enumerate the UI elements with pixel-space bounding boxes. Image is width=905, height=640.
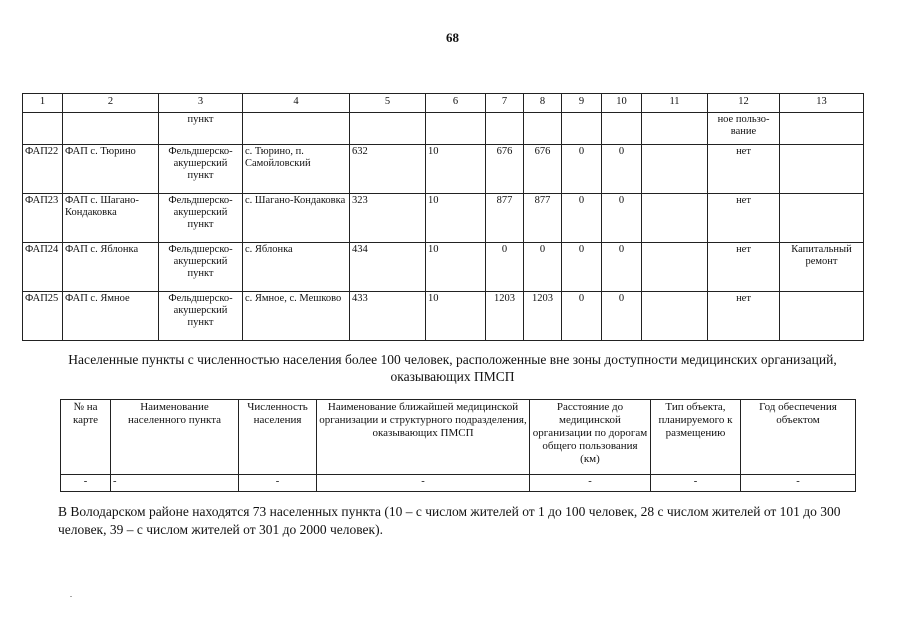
- table-cell: 0: [562, 292, 602, 341]
- table-cell: Фельдшерско-акушерский пункт: [159, 145, 243, 194]
- table-cell: [23, 113, 63, 145]
- table-cell: Капитальный ремонт: [780, 243, 864, 292]
- table-cell: 434: [350, 243, 426, 292]
- table-cell: с. Тюрино, п. Самойловский: [243, 145, 350, 194]
- table-cell: 10: [426, 194, 486, 243]
- table-cell: нет: [708, 194, 780, 243]
- table-cell: -: [651, 475, 741, 492]
- column-header: № на карте: [61, 400, 111, 475]
- column-header: Тип объекта, планируемого к размещению: [651, 400, 741, 475]
- table-cell: 323: [350, 194, 426, 243]
- table-cell: [780, 113, 864, 145]
- settlements-table: [60, 399, 856, 492]
- table-cell: ное пользо-вание: [708, 113, 780, 145]
- table-cell: Фельдшерско-акушерский пункт: [159, 243, 243, 292]
- table-cell: 0: [524, 243, 562, 292]
- table-cell: [562, 113, 602, 145]
- table-header-row: [61, 400, 856, 475]
- table-cell: [780, 194, 864, 243]
- column-header: 9: [562, 94, 602, 113]
- table-cell: [243, 113, 350, 145]
- table-cell: с. Шагано-Кондаковка: [243, 194, 350, 243]
- table-cell: ФАП с. Тюрино: [63, 145, 159, 194]
- table-cell: 676: [524, 145, 562, 194]
- facilities-table: [22, 93, 864, 341]
- table-cell: [780, 292, 864, 341]
- table-cell: 433: [350, 292, 426, 341]
- table-cell: [426, 113, 486, 145]
- table-cell: ФАП25: [23, 292, 63, 341]
- table-cell: 0: [562, 243, 602, 292]
- table-cell: 0: [562, 145, 602, 194]
- table-row: [61, 475, 856, 492]
- table-cell: нет: [708, 145, 780, 194]
- page-number: 68: [446, 30, 459, 45]
- table-cell: [63, 113, 159, 145]
- table-cell: [602, 113, 642, 145]
- table-row: [23, 243, 864, 292]
- table-cell: 877: [524, 194, 562, 243]
- column-header: 12: [708, 94, 780, 113]
- table-cell: [642, 145, 708, 194]
- table-cell: с. Яблонка: [243, 243, 350, 292]
- section-heading: Населенные пункты с численностью населения более 100 человек, расположенные вне зоны доступности медицинских организаций, оказывающих ПМСП: [68, 352, 837, 384]
- table-row: [23, 113, 864, 145]
- summary-paragraph: В Володарском районе находятся 73 населенных пункта (10 – с числом жителей от 1 до 100 человек, 28 с числом жителей от 101 до 300 человек, 39 – с числом жителей от 301 до 2000 человек).: [58, 504, 841, 537]
- table-cell: 1203: [524, 292, 562, 341]
- column-header: 10: [602, 94, 642, 113]
- column-header: 5: [350, 94, 426, 113]
- table-cell: 0: [602, 145, 642, 194]
- table-cell: [350, 113, 426, 145]
- column-header: Год обеспечения объектом: [741, 400, 856, 475]
- table-row: [23, 292, 864, 341]
- table-cell: 632: [350, 145, 426, 194]
- table-cell: -: [741, 475, 856, 492]
- column-header: 4: [243, 94, 350, 113]
- column-header: Наименование населенного пункта: [111, 400, 239, 475]
- table-cell: ФАП23: [23, 194, 63, 243]
- table-cell: -: [111, 475, 239, 492]
- table-cell: 0: [562, 194, 602, 243]
- table-cell: ФАП24: [23, 243, 63, 292]
- table-cell: пункт: [159, 113, 243, 145]
- table-cell: 1203: [486, 292, 524, 341]
- table-cell: [642, 113, 708, 145]
- column-header: Наименование ближайшей медицинской организации и структурного подразделения, оказывающих ПМСП: [317, 400, 530, 475]
- table-cell: 10: [426, 292, 486, 341]
- column-header: 3: [159, 94, 243, 113]
- scan-speck: .: [70, 590, 72, 599]
- table-cell: [486, 113, 524, 145]
- table-header-row: [23, 94, 864, 113]
- table-cell: 10: [426, 145, 486, 194]
- table-cell: [780, 145, 864, 194]
- table-cell: с. Ямное, с. Мешково: [243, 292, 350, 341]
- table-cell: 0: [602, 292, 642, 341]
- column-header: Численность населения: [239, 400, 317, 475]
- table-cell: [642, 292, 708, 341]
- table-cell: 10: [426, 243, 486, 292]
- column-header: 7: [486, 94, 524, 113]
- column-header: 1: [23, 94, 63, 113]
- column-header: 2: [63, 94, 159, 113]
- table-cell: 0: [602, 194, 642, 243]
- table-cell: 676: [486, 145, 524, 194]
- table-cell: Фельдшерско-акушерский пункт: [159, 194, 243, 243]
- table-row: [23, 145, 864, 194]
- table-cell: -: [317, 475, 530, 492]
- column-header: 13: [780, 94, 864, 113]
- table-cell: [524, 113, 562, 145]
- column-header: 6: [426, 94, 486, 113]
- table-cell: ФАП с. Шагано-Кондаковка: [63, 194, 159, 243]
- table-row: [23, 194, 864, 243]
- table-cell: [642, 194, 708, 243]
- table-cell: нет: [708, 243, 780, 292]
- column-header: 8: [524, 94, 562, 113]
- table-cell: -: [61, 475, 111, 492]
- table-cell: 0: [602, 243, 642, 292]
- table-cell: нет: [708, 292, 780, 341]
- table-cell: ФАП с. Ямное: [63, 292, 159, 341]
- table-cell: -: [530, 475, 651, 492]
- table-cell: ФАП22: [23, 145, 63, 194]
- table-cell: Фельдшерско-акушерский пункт: [159, 292, 243, 341]
- table-cell: -: [239, 475, 317, 492]
- table-cell: ФАП с. Яблонка: [63, 243, 159, 292]
- table-cell: [642, 243, 708, 292]
- column-header: 11: [642, 94, 708, 113]
- table-cell: 0: [486, 243, 524, 292]
- table-cell: 877: [486, 194, 524, 243]
- column-header: Расстояние до медицинской организации по дорогам общего пользования (км): [530, 400, 651, 475]
